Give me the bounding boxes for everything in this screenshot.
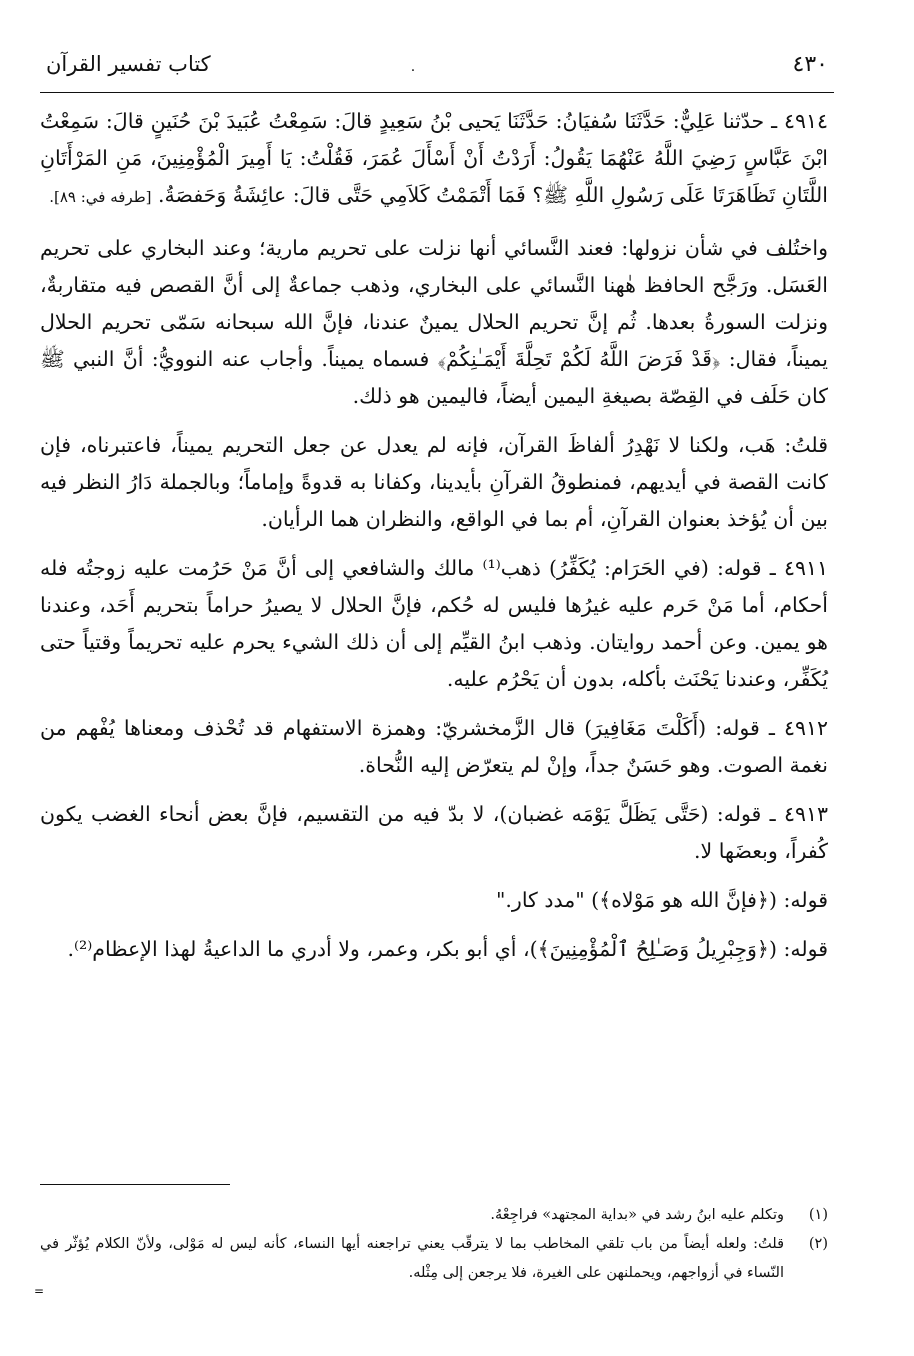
page-number: ٤٣٠ — [792, 52, 828, 77]
corner-mark: = — [34, 1284, 45, 1298]
footnote-text: وتكلم عليه ابنُ رشد في «بداية المجتهد» فراجِعْهُ. — [490, 1207, 784, 1223]
main-text — [40, 103, 828, 968]
commentary-paragraph: ٤٩١١ ـ قوله: (في الحَرَام: يُكَفِّرُ) ذهب⁽¹⁾ مالك والشافعي إلى أنَّ مَنْ حَرُمت عليه زوجتُه فله أحكام، أما مَنْ حَرم عليه غيرُها فليس له حُكم، فإنَّ الحلال لا يصيرُ حراماً بتحريم أَحَد، وعندنا هو يمين. وعن أحمد روايتان. وذهب ابنُ القيِّم إلى أن ذلك الشيء يحرم عليه تحريماً وقتياً حتى يُكَفِّر، وعندنا يَحْنَث بأكله، بدون أن يَحْرُم عليه. — [40, 556, 828, 691]
footnote — [40, 1230, 828, 1288]
commentary-paragraph: قوله: (﴿فإنَّ الله هو مَوْلاه﴾) "مدد كار." — [495, 888, 828, 912]
footnote-rule — [40, 1184, 230, 1185]
footnote-text: قلتُ: ولعله أيضاً من باب تلقي المخاطب بما لا يترقّب يعني تراجعنه أيها النساء، كأنه ليس له مَوْلى، ولأنّ الكلام يُؤثّر في النّساء في أزواجهم، ويحملنهن على الغيرة، فلا يرجعن إلى مِثْله. — [40, 1236, 784, 1281]
commentary-paragraph: واختُلف في شأن نزولها: فعند النَّسائي أنها نزلت على تحريم مارية؛ وعند البخاري على تحريم العَسَل. ورَجَّح الحافظ هٰهنا النَّسائي على البخاري، وذهب جماعةٌ إلى أنَّ القصص فيه متقاربةٌ، ونزلت السورةُ بعدها. ثُم إنَّ تحريم الحلال يمينٌ عندنا، فإنَّ الله سبحانه سَمّى تحريم الحلال يميناً، فقال: ﴿قَدْ فَرَضَ اللَّهُ لَكُمْ تَحِلَّةَ أَيْمَـٰنِكُمْ﴾ فسماه يميناً. وأجاب عنه النوويُّ: أنَّ النبي ﷺ كان حَلَف في القِصّة بصيغةِ اليمين أيضاً، فاليمين هو ذلك. — [40, 236, 828, 408]
cross-reference: [طرفه في: ٨٩]. — [49, 188, 152, 206]
commentary-paragraph: قلتُ: هَب، ولكنا لا نَهْدِرُ ألفاظَ القرآن، فإنه لم يعدل عن جعل التحريم يميناً، فاعتبرناه، فإن كانت القصة في أيديهم، فمنطوقُ القرآنِ بأيدينا، وكفانا به قدوةً وإماماً؛ وبالجملة دَارُ النظر فيه بين أن يُؤخذ بعنوان القرآنِ، أم بما في الواقع، والنظران هما الرأيان. — [40, 433, 828, 531]
commentary-paragraph: ٤٩١٣ ـ قوله: (حَتَّى يَظَلَّ يَوْمَه غضبان)، لا بدّ فيه من التقسيم، فإنَّ بعض أنحاء الغضب يكون كُفراً، وبعضَها لا. — [40, 802, 828, 863]
header-dot: . — [410, 59, 416, 75]
hadith-text: ٤٩١٤ ـ حدّثنا عَلِيٌّ: حَدَّثَنَا سُفيَانُ: حَدَّثَنَا يَحيى بْنُ سَعِيدٍ قالَ: سَمِعْتُ عُبَيدَ بْنَ حُنَينٍ قالَ: سَمِعْتُ ابْنَ عَبَّاسٍ رَضِيَ اللَّهُ عَنْهُمَا يَقُولُ: أَرَدْتُ أَنْ أَسْأَلَ عُمَرَ، فَقُلْتُ: يَا أَمِيرَ الْمُؤْمِنِينَ، مَنِ المَرْأَتَانِ اللَّتَانِ تَظَاهَرَتَا عَلَى رَسُولِ اللَّهِ ﷺ؟ فَمَا أَتْمَمْتُ كَلاَمِي حَتَّى قالَ: عائِشَةُ وَحَفصَةُ. — [40, 109, 828, 207]
footnote-number: (١) — [808, 1207, 828, 1223]
book-title: كتاب تفسير القرآن — [46, 52, 211, 76]
running-header — [40, 52, 834, 93]
hadith-4914 — [40, 103, 828, 216]
commentary-paragraph: ٤٩١٢ ـ قوله: (أَكَلْتَ مَغَافِيرَ) قال الزَّمخشريّ: وهمزة الاستفهام قد تُحْذف ومعناها يُفْهم من نغمة الصوت. وهو حَسَنٌ جداً، وإنْ لم يتعرّض إليه النُّحاة. — [40, 716, 828, 777]
commentary-paragraph: قوله: (﴿وَجِبْرِيلُ وَصَـٰلِحُ ٱلْمُؤْمِنِينَ﴾)، أي أبو بكر، وعمر، ولا أدري ما الداعيةُ لهذا الإعظام⁽²⁾. — [67, 937, 828, 961]
footnotes — [40, 1184, 828, 1288]
footnote — [40, 1201, 828, 1230]
footnote-number: (٢) — [808, 1236, 828, 1252]
